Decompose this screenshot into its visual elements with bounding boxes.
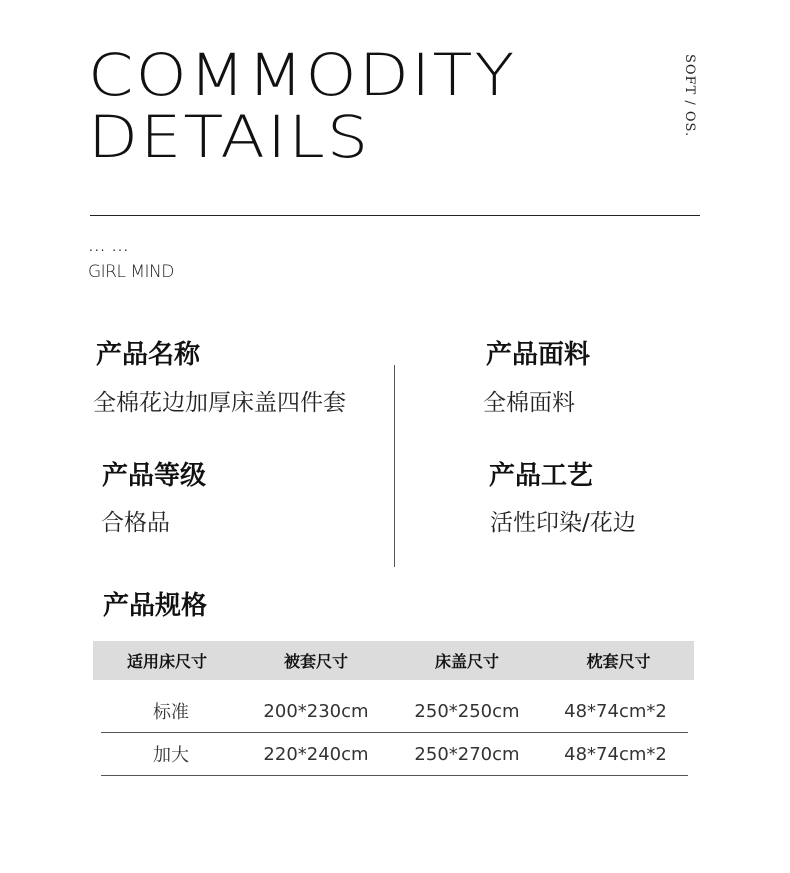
brand-name: GIRL MIND (88, 262, 174, 282)
product-craft-label: 产品工艺 (489, 461, 594, 491)
row-size-name: 标准 (153, 702, 189, 723)
spec-table-header (93, 641, 694, 680)
product-spec-label: 产品规格 (103, 591, 208, 621)
header-bed-size: 适用床尺寸 (126, 652, 207, 671)
header-bedspread-size: 床盖尺寸 (434, 652, 499, 671)
row-bedspread: 250*270cm (414, 743, 520, 765)
product-fabric-label: 产品面料 (486, 340, 591, 370)
row-pillowcase: 48*74cm*2 (564, 700, 667, 722)
title-line-1: COMMODITY (88, 41, 517, 109)
header-quilt-cover-size: 被套尺寸 (283, 652, 348, 671)
side-vertical-text: SOFT / OS. (682, 54, 697, 138)
row-quilt-cover: 220*240cm (263, 743, 369, 765)
product-fabric-value: 全棉面料 (483, 390, 575, 416)
table-row (101, 690, 688, 733)
product-craft-value: 活性印染/花边 (490, 510, 636, 536)
row-quilt-cover: 200*230cm (263, 700, 369, 722)
row-size-name: 加大 (153, 745, 189, 766)
details-vertical-divider (394, 365, 395, 567)
product-grade-value: 合格品 (101, 510, 170, 536)
product-name-label: 产品名称 (96, 340, 201, 370)
row-pillowcase: 48*74cm*2 (564, 743, 667, 765)
table-row (101, 733, 688, 776)
row-bedspread: 250*250cm (414, 700, 520, 722)
spec-table (93, 641, 694, 776)
title-line-2: DETAILS (88, 103, 371, 171)
product-name-value: 全棉花边加厚床盖四件套 (93, 390, 346, 416)
product-grade-label: 产品等级 (102, 461, 207, 491)
page-title (88, 41, 517, 171)
header-pillowcase-size: 枕套尺寸 (586, 652, 651, 671)
header-divider (90, 215, 700, 216)
decorative-dots: ... ... (89, 240, 130, 254)
